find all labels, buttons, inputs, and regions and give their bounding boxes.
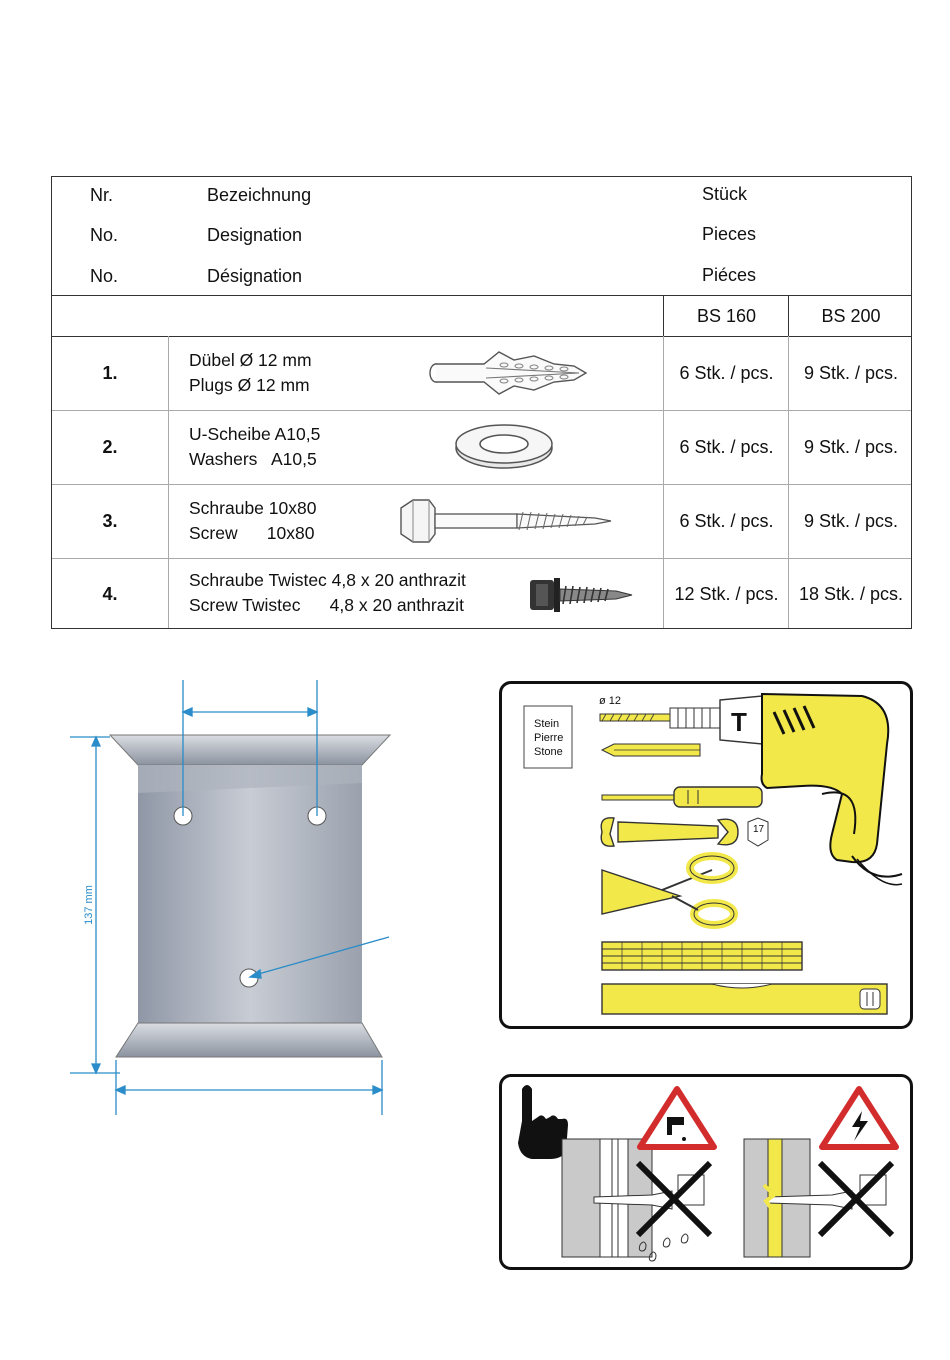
- tools-panel: [499, 681, 913, 1029]
- material-label-fr: Pierre: [534, 732, 564, 744]
- designation-en: Screw Twistec 4,8 x 20 anthrazit: [189, 595, 464, 615]
- qty-bs160: 6 Stk. / pcs.: [679, 363, 774, 383]
- header-designation-en: Designation: [207, 225, 303, 245]
- table-row: [52, 410, 911, 485]
- wall-section-left: [562, 1139, 672, 1257]
- column-bs200: BS 200: [821, 306, 881, 326]
- table-header: [52, 177, 911, 296]
- self-drilling-screw-icon: [528, 574, 634, 616]
- model-header: [52, 295, 911, 337]
- header-nr-en: No.: [90, 225, 119, 245]
- designation-de: Dübel Ø 12 mm: [189, 350, 312, 370]
- table-row: [52, 484, 911, 559]
- qty-bs200: 18 Stk. / pcs.: [798, 584, 904, 604]
- bracket-diagram: [60, 675, 400, 1120]
- screwdriver-icon: [602, 787, 762, 807]
- scissors-icon: [602, 856, 734, 925]
- svg-text:T: T: [731, 707, 747, 737]
- wrench-icon: [601, 818, 768, 846]
- drill-bit-label: ø 12: [599, 695, 622, 707]
- pencil-icon: [602, 744, 700, 756]
- row-designation: [189, 568, 466, 618]
- spirit-level-icon: [602, 984, 887, 1014]
- designation-en: Screw 10x80: [189, 523, 315, 543]
- electric-cable-warning-icon: [822, 1089, 896, 1147]
- row-number: 3.: [102, 511, 118, 531]
- header-pieces-fr: Piéces: [702, 265, 757, 285]
- material-label-de: Stein: [534, 718, 560, 730]
- designation-de: U-Scheibe A10,5: [189, 424, 321, 444]
- designation-en: Plugs Ø 12 mm: [189, 375, 310, 395]
- qty-bs200: 9 Stk. / pcs.: [803, 437, 899, 457]
- warning-panel: [499, 1074, 913, 1270]
- wall-plug-icon: [424, 344, 589, 402]
- table-row: [52, 558, 911, 628]
- dimension-height-label-wrap: [79, 880, 99, 930]
- folding-rule-icon: [602, 942, 802, 970]
- row-designation: [189, 422, 320, 472]
- water-pipe-warning-icon: [640, 1089, 714, 1147]
- table-row: [52, 336, 911, 411]
- header-nr-de: Nr.: [90, 185, 114, 205]
- designation-de: Schraube 10x80: [189, 498, 317, 518]
- dimension-height-label: 137 mm: [83, 885, 95, 925]
- designation-en: Washers A10,5: [189, 449, 317, 469]
- row-designation: [189, 496, 316, 546]
- header-pieces-en: Pieces: [702, 224, 757, 244]
- washer-icon: [452, 422, 556, 472]
- material-label: [534, 717, 563, 759]
- wrench-size-label: 17: [753, 824, 765, 835]
- bracket-shape: [110, 735, 390, 1057]
- column-bs160: BS 160: [696, 306, 757, 326]
- header-designation-de: Bezeichnung: [207, 185, 312, 205]
- hex-screw-icon: [395, 496, 615, 546]
- row-number: 2.: [102, 437, 118, 457]
- row-number: 1.: [102, 363, 118, 383]
- pointing-hand-icon: [518, 1085, 568, 1159]
- warning-illustration: [502, 1077, 910, 1267]
- wall-section-right: [744, 1139, 852, 1257]
- qty-bs160: 6 Stk. / pcs.: [679, 437, 774, 457]
- drill-bit-icon: [600, 714, 670, 721]
- header-nr-fr: No.: [90, 266, 119, 286]
- parts-table: [51, 176, 912, 629]
- qty-bs160: 12 Stk. / pcs.: [674, 584, 779, 604]
- qty-bs160: 6 Stk. / pcs.: [679, 511, 774, 531]
- material-label-en: Stone: [534, 746, 563, 758]
- header-pieces-de: Stück: [702, 184, 748, 204]
- designation-de: Schraube Twistec 4,8 x 20 anthrazit: [189, 570, 466, 590]
- qty-bs200: 9 Stk. / pcs.: [803, 363, 899, 383]
- header-designation-fr: Désignation: [207, 266, 303, 286]
- qty-bs200: 9 Stk. / pcs.: [803, 511, 899, 531]
- row-designation: [189, 348, 312, 398]
- row-number: 4.: [102, 584, 118, 604]
